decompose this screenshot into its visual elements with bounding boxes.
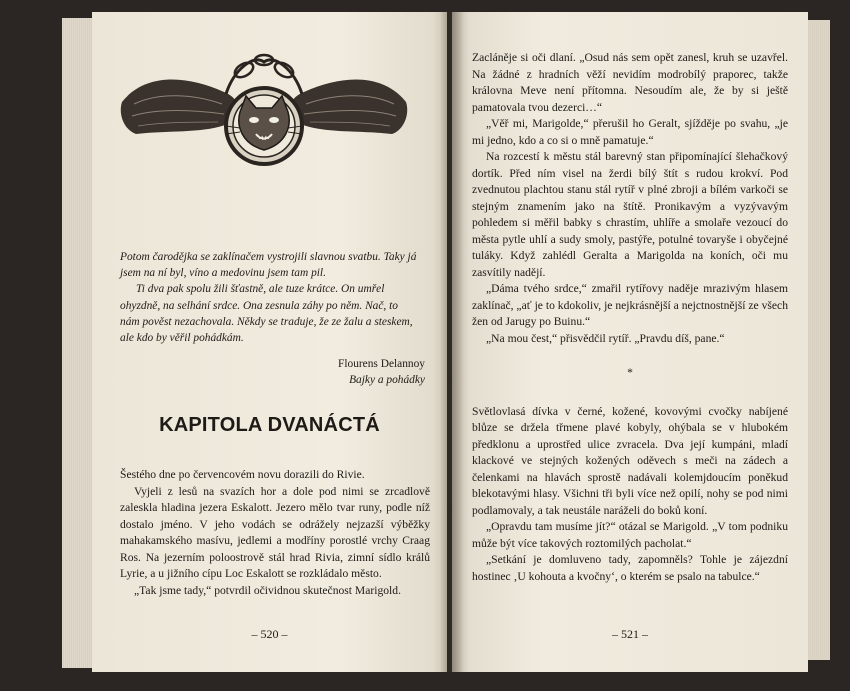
page-number-right: – 521 – [612, 627, 648, 641]
left-page-edges [62, 18, 94, 668]
paragraph: „Opravdu tam musíme jít?“ otázal se Marigold. „V tom podniku může být více takových roztomilých pacholat.“ [472, 520, 788, 550]
paragraph: „Věř mi, Marigolde,“ přerušil ho Geralt, sjížděje po svahu, „je mi jedno, kdo a co si o mně pamatuje.“ [472, 117, 788, 147]
paragraph: „Tak jsme tady,“ potvrdil očividnou skutečnost Marigold. [134, 583, 401, 597]
book-gutter [440, 12, 464, 672]
chapter-title: KAPITOLA DVANÁCTÁ [159, 414, 380, 436]
poem-stanza-2: Ti dva pak spolu žili šťastně, ale tuze krátce. On umřel ohyzdně, na selhání srdce. Ona zesnula záhy po něm. Nač, to nám pověst nezachovala. Někdy se traduje, že ze žalu a steskem, ale kdo by věřil pohádkám. [120, 283, 413, 345]
signature-author: Flourens Delannoy [338, 358, 425, 370]
signature-work: Bajky a pohádky [349, 374, 425, 386]
paragraph: „Setkání je domluveno tady, zapomněls? Tohle je zájezdní hostinec ‚U kohouta a kvočny‘, o kterém se psalo na tabulce.“ [472, 553, 788, 583]
paragraph: Šestého dne po červencovém novu dorazili do Rivie. [120, 468, 365, 481]
section-separator: * [627, 366, 633, 379]
left-body-text [120, 467, 430, 599]
page-number-left: – 520 – [251, 627, 288, 641]
paragraph: Zacláněje si oči dlaní. „Osud nás sem opět zanesl, kruh se uzavřel. Na žádné z hradních věží nevidím modrobílý praporec, takže královna Meve není přítomna. Nesoudím ale, že by si ještě pamatovala tvou dezerci…“ [472, 51, 788, 114]
right-body-text [472, 50, 788, 585]
paragraph: „Na mou čest,“ přisvědčil rytíř. „Pravdu díš, pane.“ [486, 331, 725, 345]
left-page [92, 12, 447, 672]
epigraph-signature [338, 356, 425, 388]
right-page-edges [806, 20, 830, 660]
poem-epigraph [120, 249, 420, 346]
paragraph: Na rozcestí k městu stál barevný stan připomínající šlehačkový dortík. Před ním visel na žerdi bílý štít s rudou krokví. Pod zvednutou plachtou stanu stál rytíř v plné zbroji a bílém varkoči se stejným znamením jako na štítě. Pronikavým a vyzývavým pohledem si měřil babky s chrastím, uhlíře a smolaře vezoucí do města pytle uhlí a sudy smoly, pastýře, potulné tovaryše i obyčejné tuláky. Když zahlédl Geralta a Marigolda na koních, oči mu zasvítily nadějí. [472, 150, 788, 279]
paragraph: Světlovlasá dívka v černé, kožené, kovovými cvočky nabíjené blůze se držela třmene plavé kobyly, ohýbala se v hlubokém předklonu a uprostřed ulice zvracela. Dva její kumpáni, mladí klackové ve stejných kožených oděvech s meči na zádech a čelenkami na hlavách sprostě nadávali kolemjdoucím poněkud blekotavými hlasy. Všichni tři byli více než opilí, nohy se pod nimi podlamovaly, a tak neustále naráželi do boků koní. [472, 404, 788, 517]
cat-medallion-belt-icon [114, 34, 414, 194]
paragraph: „Dáma tvého srdce,“ zmařil rytířovy naděje mrazivým hlasem zaklínač, „ať je to kdokoliv, je nejkrásnější a nejctnostnější ze všech žen od Jarugy po Buinu.“ [472, 282, 788, 328]
paragraph: Vyjeli z lesů na svazích hor a dole pod nimi se zrcadlově zaleskla hladina jezera Eskalott. Jezero mělo tvar runy, podle níž dostalo jméno. V jeho vodách se odrážely nejzazší výběžky mahakamského masívu, jedlemi a modříny porostlé vrchy Craag Ros. Na jezerním poloostrově stál hrad Rivia, zimní sídlo králů Lyrie, a u jižního cípu Loc Eskalott se rozkládalo město. [120, 484, 430, 580]
right-page [452, 12, 808, 672]
poem-stanza-1: Potom čarodějka se zaklínačem vystrojili slavnou svatbu. Taky já jsem na ní byl, víno a medovinu jsem tam pil. [120, 251, 417, 280]
